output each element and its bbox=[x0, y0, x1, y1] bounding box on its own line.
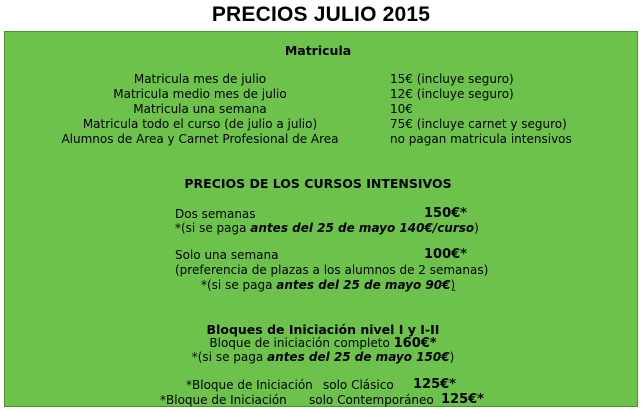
note-bold: antes del 25 de mayo 90€ bbox=[276, 278, 451, 292]
matricula-row-label: Matricula medio mes de julio bbox=[113, 87, 287, 101]
note-suffix: ) bbox=[449, 350, 455, 364]
matricula-row-label: Matricula mes de julio bbox=[133, 72, 267, 86]
matricula-row-value: 12€ (incluye seguro) bbox=[390, 87, 514, 101]
page-title: PRECIOS JULIO 2015 bbox=[211, 3, 431, 26]
bloque-clasico-label: *Bloque de Iniciación bbox=[186, 378, 313, 392]
matricula-row-label: Matricula todo el curso (de julio a julio) bbox=[82, 117, 318, 131]
matricula-row-value: 10€ bbox=[390, 102, 413, 116]
intensivos-heading: PRECIOS DE LOS CURSOS INTENSIVOS bbox=[184, 176, 452, 191]
matricula-row-value: 15€ (incluye seguro) bbox=[390, 72, 514, 86]
bloque-contemp-price: 125€* bbox=[441, 392, 484, 407]
note-bold: antes del 25 de mayo 140€/curso bbox=[250, 221, 475, 235]
price-panel bbox=[4, 31, 638, 407]
note-prefix: *(si se paga bbox=[201, 278, 277, 292]
matricula-row-label: Alumnos de Area y Carnet Profesional de Area bbox=[61, 132, 339, 146]
bloque-completo-note bbox=[192, 350, 455, 365]
dos-semanas-price: 150€* bbox=[424, 206, 467, 221]
bloque-completo-label: Bloque de iniciación completo bbox=[209, 336, 394, 350]
bloques-heading: Bloques de Iniciación nivel I y I-II bbox=[206, 322, 440, 337]
matricula-heading: Matricula bbox=[284, 43, 352, 58]
bloque-clasico-price: 125€* bbox=[413, 377, 456, 392]
bloque-clasico-type: solo Clásico bbox=[323, 378, 394, 392]
note-prefix: *(si se paga bbox=[191, 350, 268, 364]
una-semana-label: Solo una semana bbox=[175, 248, 279, 262]
bloque-contemp-type: solo Contemporáneo bbox=[309, 393, 434, 407]
note-bold: antes del 25 de mayo 150€ bbox=[267, 350, 450, 364]
bloque-completo bbox=[209, 336, 436, 351]
una-semana-price: 100€* bbox=[424, 247, 467, 262]
bloque-contemp-label: *Bloque de Iniciación bbox=[160, 393, 287, 407]
note-suffix: ) bbox=[450, 278, 456, 292]
note-suffix: ) bbox=[474, 221, 479, 235]
dos-semanas-label: Dos semanas bbox=[175, 207, 256, 221]
una-semana-pref: (preferencia de plazas a los alumnos de 2 semanas) bbox=[175, 263, 489, 277]
dos-semanas-note bbox=[175, 221, 479, 236]
una-semana-note bbox=[201, 278, 455, 293]
matricula-row-value: 75€ (incluye carnet y seguro) bbox=[390, 117, 567, 131]
matricula-row-label: Matricula una semana bbox=[133, 102, 267, 116]
note-prefix: *(si se paga bbox=[175, 221, 251, 235]
bloque-completo-price: 160€* bbox=[393, 336, 437, 351]
matricula-row-value: no pagan matricula intensivos bbox=[390, 132, 572, 146]
